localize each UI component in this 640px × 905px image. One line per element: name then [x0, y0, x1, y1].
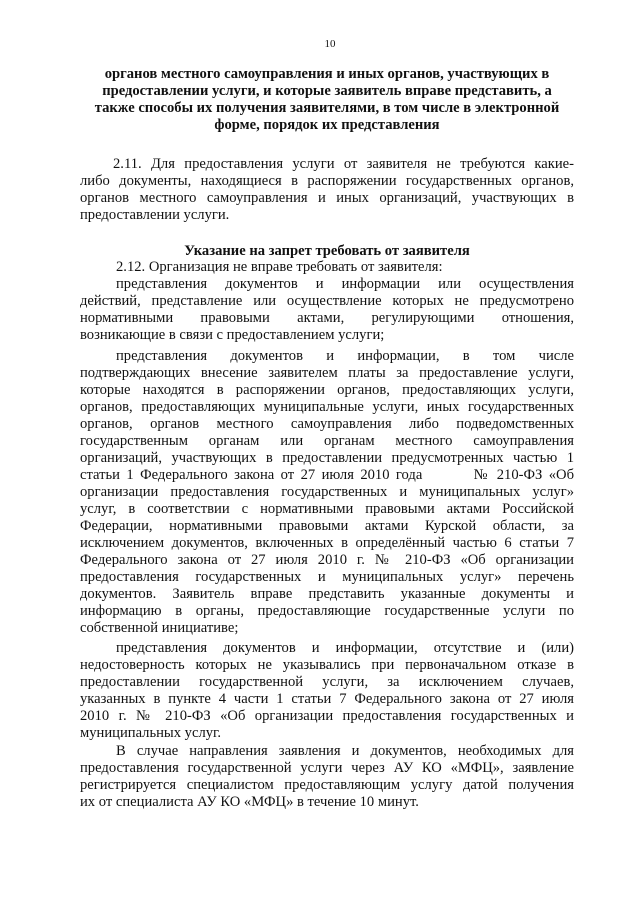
text-line: их от специалиста АУ КО «МФЦ» в течение 10 минут. [80, 794, 419, 810]
subheading-text: Указание на запрет требовать от заявителя [184, 243, 470, 259]
text-line: недостоверность которых не указывались при первоначальном отказе в [80, 657, 574, 673]
section-heading [80, 66, 574, 134]
subheading [80, 243, 574, 260]
text-line: Федерации, нормативными правовыми актами Курской области, за [80, 518, 574, 534]
list-item-1 [80, 276, 574, 344]
text-line: муниципальных услуг. [80, 725, 222, 741]
text-line: представления документов и информации, отсутствие и (или) [116, 640, 574, 656]
text-line: представления документов и информации или осуществления [116, 276, 574, 292]
text-line: Федерального закона от 27 июля 2010 г. № 210-ФЗ «Об организации [80, 552, 574, 568]
text-line: исключением документов, включенных в определённый частью 6 статьи 7 [80, 535, 574, 551]
text-line: органов, предоставляющих муниципальные услуги, иных государственных [80, 399, 574, 415]
text-line: подтверждающих внесение заявителем платы за предоставление услуги, [80, 365, 574, 381]
list-item-3 [80, 640, 574, 742]
text-line: услуг, в соответствии с нормативными правовыми актами Российской [80, 501, 574, 517]
text-line: предоставлении услуги. [80, 207, 230, 223]
text-line: организаций, участвующих в предоставлении предусмотренных частью 1 [80, 450, 574, 466]
text-line: 2.12. Организация не вправе требовать от заявителя: [116, 259, 443, 275]
heading-line: форме, порядок их представления [214, 117, 440, 133]
paragraph-2-12 [80, 259, 574, 276]
text-line: указанных в пункте 4 части 1 статьи 7 Федерального закона от 27 июля [80, 691, 574, 707]
text-line: 2.11. Для предоставления услуги от заявителя не требуются какие- [113, 156, 574, 172]
text-line: В случае направления заявления и документов, необходимых для [116, 743, 574, 759]
text-line: нормативными правовыми актами, регулирующими отношения, [80, 310, 574, 326]
page-number: 10 [324, 38, 336, 50]
text-line: предоставления государственных и муниципальных услуг» перечень [80, 569, 574, 585]
text-line: действий, представление или осуществление которых не предусмотрено [80, 293, 574, 309]
text-line: регистрируется специалистом предоставляющим услугу датой получения [80, 777, 574, 793]
text-line: организации предоставления государственных и муниципальных услуг» [80, 484, 574, 500]
paragraph-2-11 [80, 156, 574, 224]
text-line: предоставления государственной услуги через АУ КО «МФЦ», заявление [80, 760, 574, 776]
text-line: документов. Заявитель вправе представить указанные документы и [80, 586, 574, 602]
heading-line: предоставлении услуги, и которые заявитель вправе представить, а [102, 83, 552, 99]
text-line: собственной инициативе; [80, 620, 239, 636]
text-line: статьи 1 Федерального закона от 27 июля 2010 года № 210-ФЗ «Об [80, 467, 574, 483]
heading-line: также способы их получения заявителями, в том числе в электронной [94, 100, 560, 116]
paragraph-final [80, 743, 574, 811]
text-line: представления документов и информации, в том числе [116, 348, 574, 364]
text-line: возникающие в связи с предоставлением услуги; [80, 327, 385, 343]
text-line: информацию в органы, предоставляющие государственные услуги по [80, 603, 574, 619]
text-line: либо документы, находящиеся в распоряжении государственных органов, [80, 173, 574, 189]
heading-line: органов местного самоуправления и иных органов, участвующих в [104, 66, 550, 82]
text-line: которые находятся в распоряжении органов, предоставляющих услуги, [80, 382, 574, 398]
text-line: предоставлении государственной услуги, за исключением случаев, [80, 674, 574, 690]
text-line: органов, органов местного самоуправления либо подведомственных [80, 416, 574, 432]
list-item-2 [80, 348, 574, 637]
text-line: 2010 г. № 210-ФЗ «Об организации предоставления государственных и [80, 708, 574, 724]
text-line: государственным органам или органам местного самоуправления [80, 433, 574, 449]
text-line: органов местного самоуправления и иных организаций, участвующих в [80, 190, 574, 206]
